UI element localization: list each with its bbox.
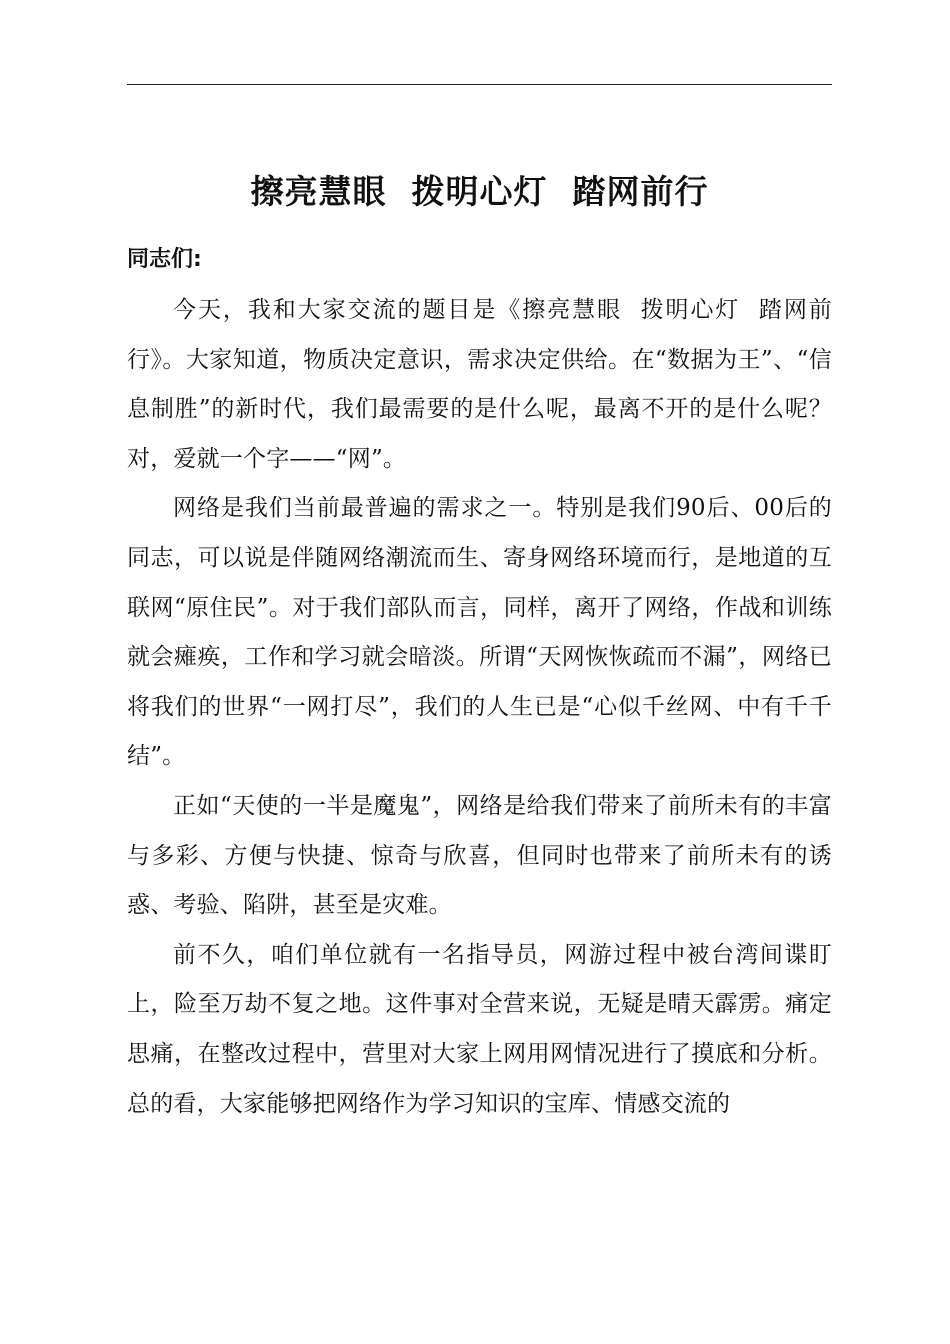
paragraph: 今天，我和大家交流的题目是《擦亮慧眼 拨明心灯 踏网前行》。大家知道，物质决定意识，需求决定供给。在“数据为王”、“信息制胜”的新时代，我们最需要的是什么呢，最离不开的是什么呢？对，爱就一个字——“网”。	[127, 297, 832, 472]
paragraph: 前不久，咱们单位就有一名指导员，网游过程中被台湾间谍盯上，险至万劫不复之地。这件事对全营来说，无疑是晴天霹雳。痛定思痛，在整改过程中，营里对大家上网用网情况进行了摸底和分析。总的看，大家能够把网络作为学习知识的宝库、情感交流的	[127, 941, 832, 1117]
paragraph: 网络是我们当前最普遍的需求之一。特别是我们90后、00后的同志，可以说是伴随网络潮流而生、寄身网络环境而行，是地道的互联网“原住民”。对于我们部队而言，同样，离开了网络，作战和训练就会瘫痪，工作和学习就会暗淡。所谓“天网恢恢疏而不漏”，网络已将我们的世界“一网打尽”，我们的人生已是“心似千丝网、中有千千结”。	[127, 495, 832, 770]
paragraph: 正如“天使的一半是魔鬼”，网络是给我们带来了前所未有的丰富与多彩、方便与快捷、惊奇与欣喜，但同时也带来了前所未有的诱惑、考验、陷阱，甚至是灾难。	[127, 792, 832, 919]
document-title: 擦亮慧眼 拨明心灯 踏网前行	[250, 172, 709, 211]
header-rule	[127, 84, 832, 85]
salutation: 同志们:	[127, 247, 202, 272]
document-body	[127, 286, 832, 1129]
